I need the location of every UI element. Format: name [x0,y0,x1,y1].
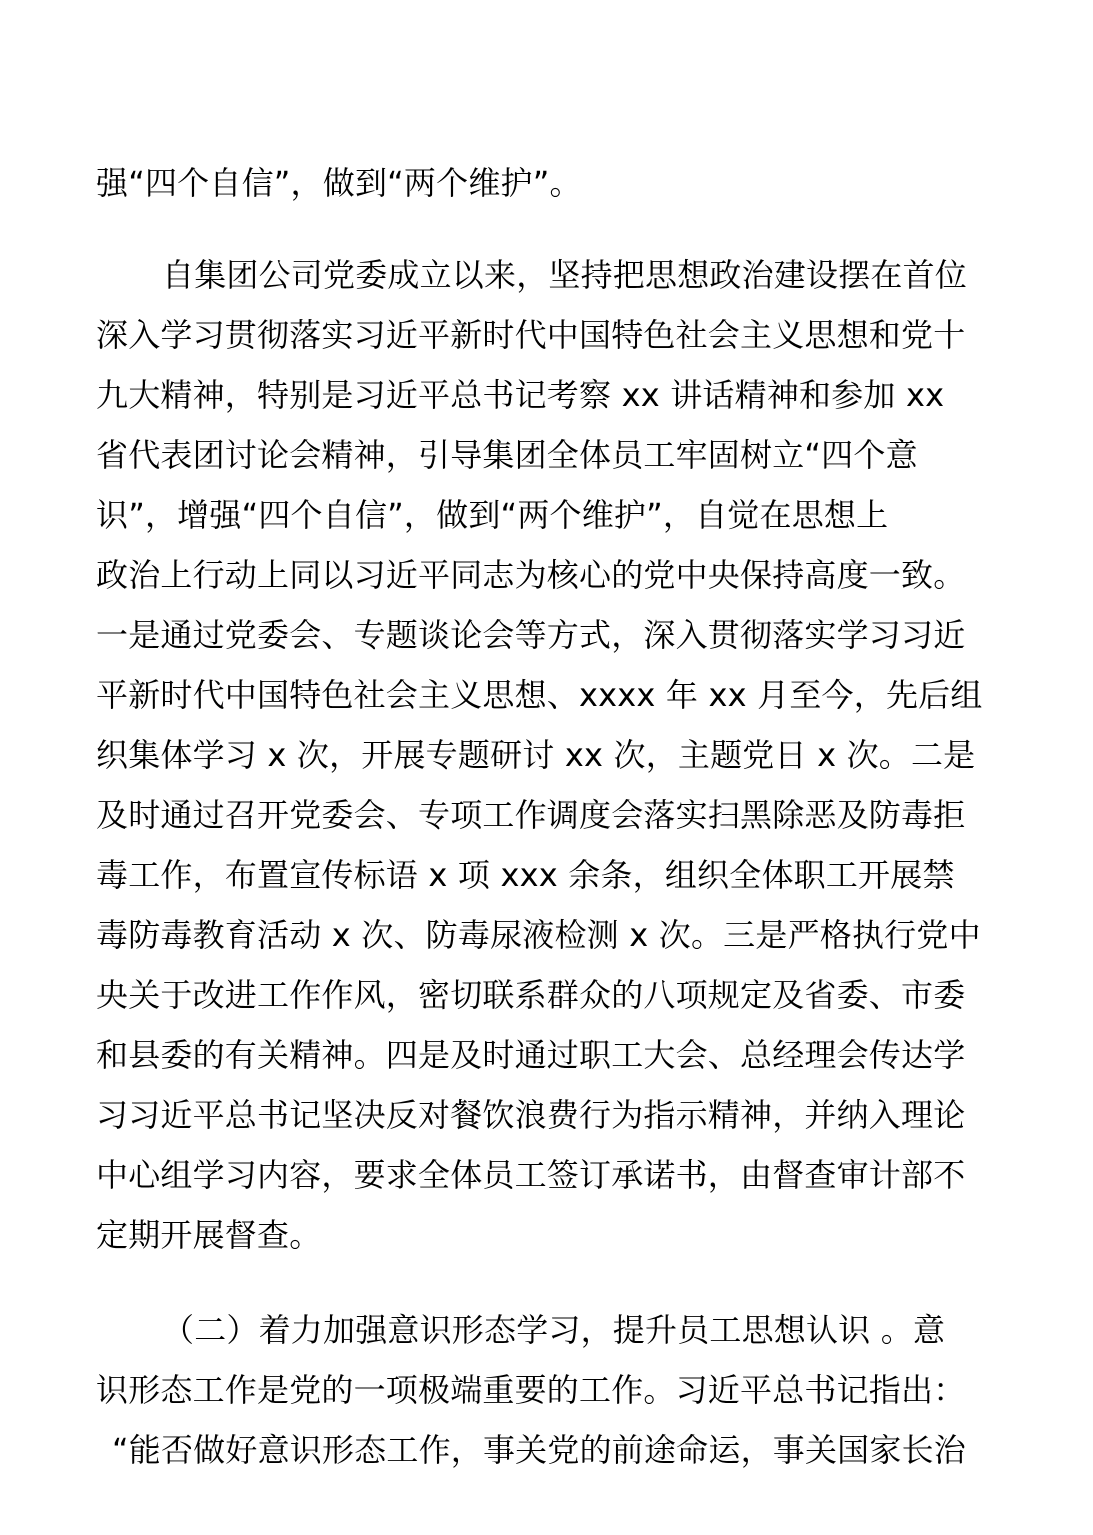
paragraph-line: 自集团公司党委成立以来，坚持把思想政治建设摆在首位 [162,256,968,294]
paragraph-line: 和县委的有关精神。四是及时通过职工大会、总经理会传达学 [96,1036,966,1074]
paragraph-line: 中心组学习内容，要求全体员工签订承诺书，由督查审计部不 [96,1156,966,1194]
paragraph-line: 织集体学习 x 次，开展专题研讨 xx 次，主题党日 x 次。二是 [96,736,976,774]
paragraph-line: 定期开展督查。 [96,1216,322,1254]
paragraph-line: 平新时代中国特色社会主义思想、xxxx 年 xx 月至今，先后组 [96,676,983,714]
paragraph-line: “能否做好意识形态工作，事关党的前途命运，事关国家长治 [112,1431,966,1469]
paragraph-line: 深入学习贯彻落实习近平新时代中国特色社会主义思想和党十 [96,316,966,354]
paragraph-line: 九大精神，特别是习近平总书记考察 xx 讲话精神和参加 xx [96,376,945,414]
paragraph-line: 政治上行动上同以习近平同志为核心的党中央保持高度一致。 [96,556,966,594]
paragraph-line: 毒工作，布置宣传标语 x 项 xxx 余条，组织全体职工开展禁 [96,856,955,894]
paragraph-line: 及时通过召开党委会、专项工作调度会落实扫黑除恶及防毒拒 [96,796,966,834]
paragraph-line: 省代表团讨论会精神，引导集团全体员工牢固树立“四个意 [96,436,918,474]
paragraph-line: 央关于改进工作作风，密切联系群众的八项规定及省委、市委 [96,976,966,1014]
paragraph-line: 识形态工作是党的一项极端重要的工作。习近平总书记指出： [96,1371,966,1409]
paragraph-line: 一是通过党委会、专题谈论会等方式，深入贯彻落实学习习近 [96,616,966,654]
paragraph-line: 毒防毒教育活动 x 次、防毒尿液检测 x 次。三是严格执行党中 [96,916,981,954]
paragraph-line: 识”，增强“四个自信”，做到“两个维护”，自觉在思想上 [96,496,889,534]
paragraph-line: 强“四个自信”，做到“两个维护”。 [96,164,582,202]
paragraph-line: （二）着力加强意识形态学习，提升员工思想认识 。意 [162,1311,946,1349]
paragraph-line: 习习近平总书记坚决反对餐饮浪费行为指示精神，并纳入理论 [96,1096,966,1134]
